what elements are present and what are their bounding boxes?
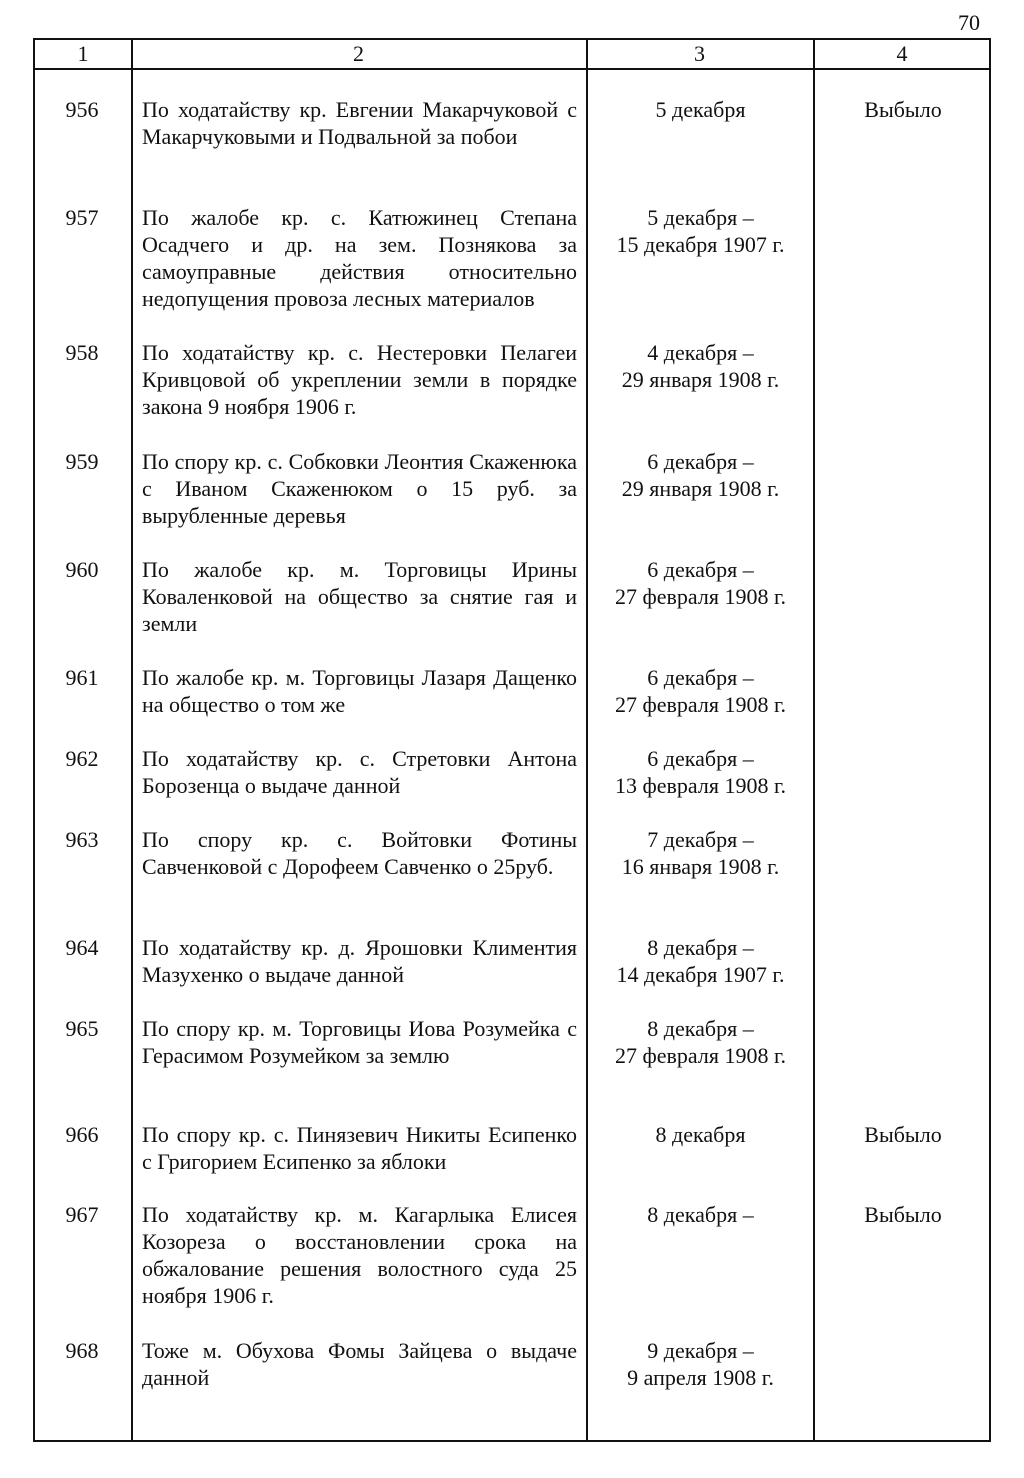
- row-description: Тоже м. Обухова Фомы Зайцева о выдаче данной: [142, 1338, 577, 1390]
- row-description: По ходатайству кр. с. Нестеровки Пелагеи Кривцовой об укреплении земли в порядке закона 9 ноября 1906 г.: [142, 340, 577, 419]
- row-number: 962: [65, 746, 99, 771]
- row-date: 6 декабря – 13 февраля 1908 г.: [614, 746, 786, 798]
- row-description: По ходатайству кр. Евгении Макарчуковой с Макарчуковыми и Подвальной за побои: [142, 97, 577, 149]
- row-description: По ходатайству кр. м. Кагарлыка Елисея Козореза о восстановлении срока на обжалование решения волостного суда 25 ноября 1906 г.: [142, 1202, 577, 1308]
- row-number: 959: [65, 449, 99, 474]
- header-col-3: 3: [694, 41, 705, 66]
- row-date: 4 декабря – 29 января 1908 г.: [621, 340, 780, 392]
- row-number: 967: [65, 1202, 99, 1227]
- row-number: 961: [65, 665, 99, 690]
- row-date: 6 декабря – 27 февраля 1908 г.: [614, 557, 786, 609]
- row-note: Выбыло: [864, 1122, 942, 1147]
- row-date: 8 декабря: [655, 1122, 746, 1147]
- column-divider: [813, 40, 815, 1440]
- row-description: По жалобе кр. с. Катюжинец Степана Осадчего и др. на зем. Познякова за самоуправные действия относительно недопущения провоза лесных материалов: [142, 205, 577, 311]
- row-description: По спору кр. м. Торговицы Иова Розумейка с Герасимом Розумейком за землю: [142, 1016, 577, 1068]
- row-number: 957: [65, 205, 99, 230]
- page-number: 70: [958, 10, 980, 35]
- row-note: Выбыло: [864, 1202, 942, 1227]
- table-header: [35, 40, 989, 70]
- row-description: По ходатайству кр. с. Стретовки Антона Борозенца о выдаче данной: [142, 746, 577, 798]
- row-number: 968: [65, 1338, 99, 1363]
- row-number: 965: [65, 1016, 99, 1041]
- registry-table: [33, 38, 991, 1442]
- row-description: По спору кр. с. Войтовки Фотины Савченковой с Дорофеем Савченко о 25руб.: [142, 827, 577, 879]
- header-col-1: 1: [77, 41, 89, 66]
- row-description: По ходатайству кр. д. Ярошовки Климентия Мазухенко о выдаче данной: [142, 935, 577, 987]
- column-divider: [131, 40, 133, 1440]
- row-date: 7 декабря – 16 января 1908 г.: [621, 827, 780, 879]
- row-number: 964: [65, 935, 99, 960]
- row-description: По спору кр. с. Собковки Леонтия Скаженюка с Иваном Скаженюком о 15 руб. за вырубленные деревья: [142, 449, 577, 528]
- row-note: Выбыло: [864, 97, 942, 122]
- row-date: 5 декабря – 15 декабря 1907 г.: [616, 205, 785, 257]
- row-date: 8 декабря – 27 февраля 1908 г.: [614, 1016, 786, 1068]
- row-date: 6 декабря – 29 января 1908 г.: [621, 449, 780, 501]
- row-number: 963: [65, 827, 99, 852]
- row-number: 956: [65, 97, 99, 122]
- row-date: 9 декабря – 9 апреля 1908 г.: [627, 1338, 774, 1390]
- header-col-2: 2: [353, 41, 364, 66]
- row-number: 960: [65, 557, 99, 582]
- row-number: 966: [65, 1122, 99, 1147]
- row-date: 6 декабря – 27 февраля 1908 г.: [614, 665, 786, 717]
- row-description: По жалобе кр. м. Торговицы Ирины Коваленковой на общество за снятие гая и земли: [142, 557, 577, 636]
- row-description: По жалобе кр. м. Торговицы Лазаря Дащенко на общество о том же: [142, 665, 577, 717]
- row-date: 5 декабря: [655, 97, 746, 122]
- header-col-4: 4: [896, 41, 908, 66]
- row-date: 8 декабря – 14 декабря 1907 г.: [616, 935, 785, 987]
- row-description: По спору кр. с. Пинязевич Никиты Есипенко с Григорием Есипенко за яблоки: [142, 1122, 577, 1174]
- row-date: 8 декабря –: [647, 1202, 754, 1227]
- row-number: 958: [65, 340, 99, 365]
